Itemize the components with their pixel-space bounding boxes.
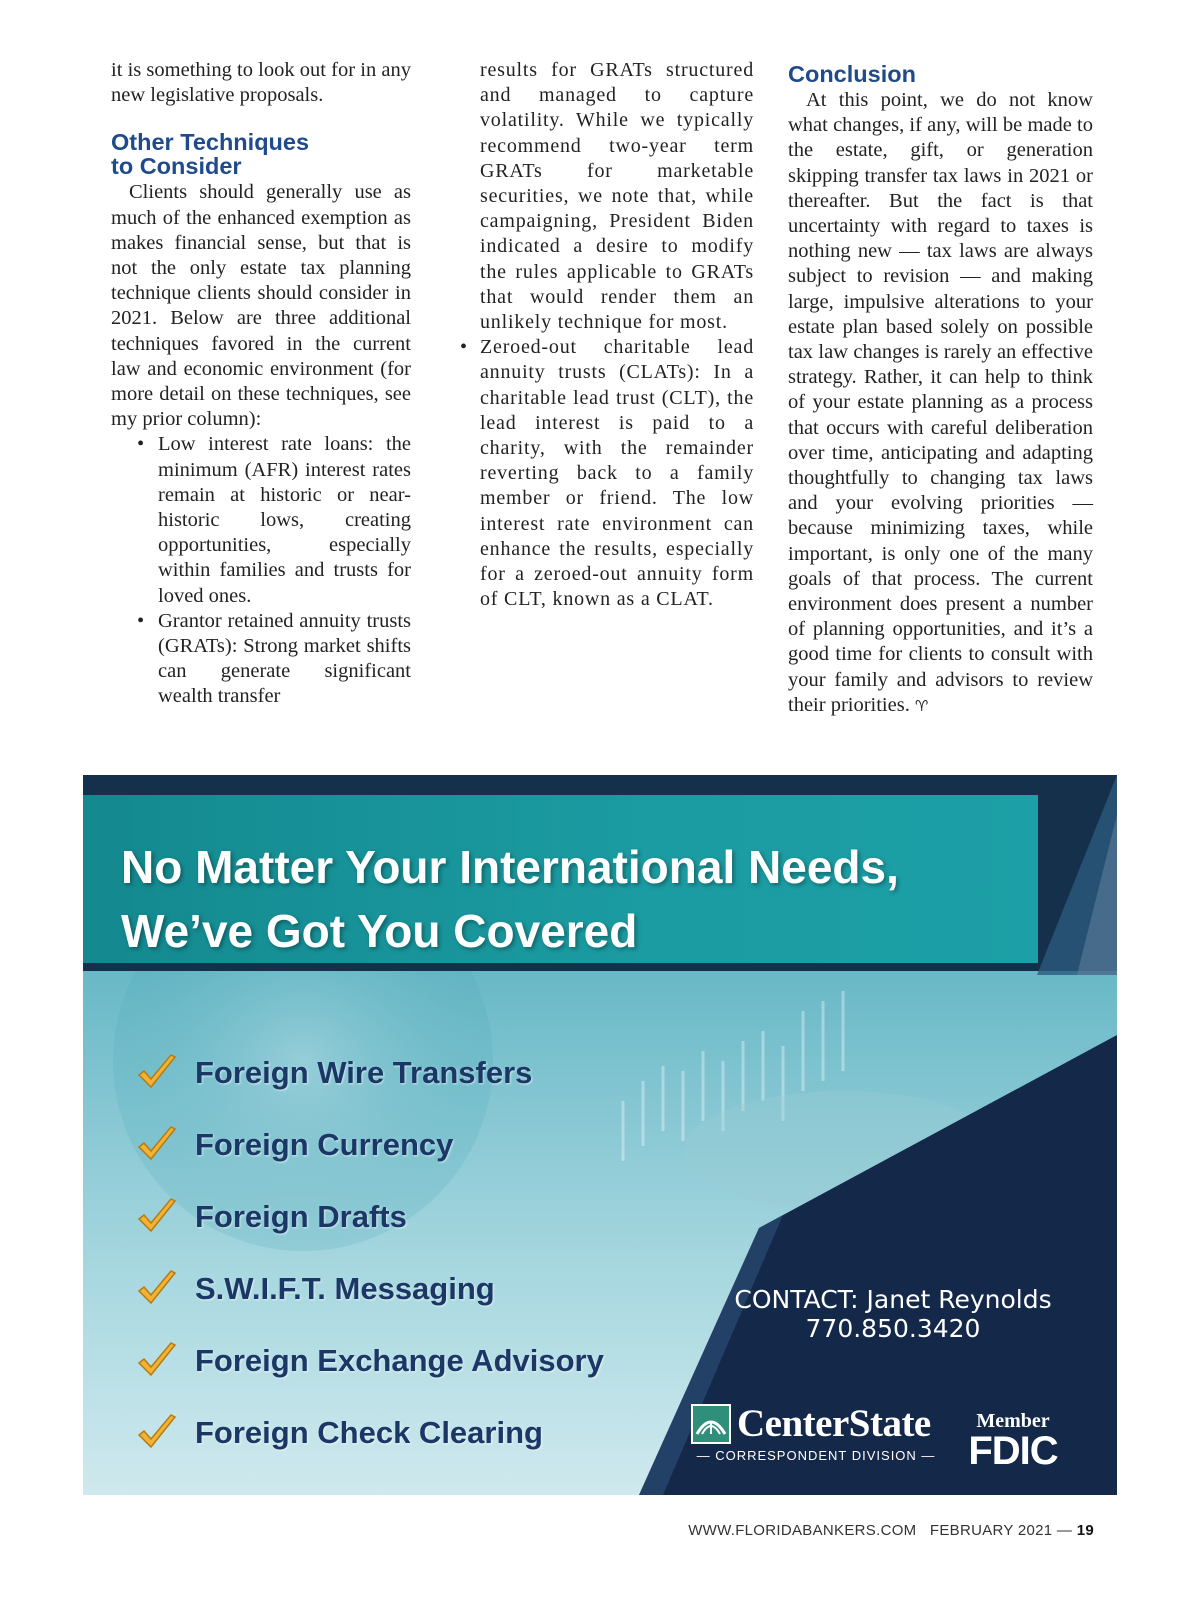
bullet-icon: • [460, 336, 468, 359]
ad-headline: No Matter Your International Needs, We’ve Got You Covered [121, 841, 899, 957]
list-item: • Grantor retained annuity trusts (GRATs): Strong market shifts can generate significant wealth transfer [137, 609, 411, 708]
service-item: S.W.I.F.T. Messaging [135, 1253, 604, 1325]
advertisement-centerstate[interactable] [83, 775, 1117, 1495]
contact-phone[interactable]: 770.850.3420 [805, 1314, 981, 1343]
checkmark-icon [135, 1051, 179, 1095]
centerstate-logo-icon [691, 1404, 731, 1444]
heading-conclusion: Conclusion [788, 61, 916, 87]
page-footer [688, 1522, 1094, 1539]
bullet-icon: • [137, 433, 145, 456]
service-item: Foreign Check Clearing [135, 1397, 604, 1469]
service-item: Foreign Exchange Advisory [135, 1325, 604, 1397]
paragraph-techniques: Clients should generally use as much of the enhanced exemption as makes financial sense, but that is not the only estate tax planning technique clients should consider in 2021. Below are three additional techniques favored in the current law and economic environment (for more detail on these techniques, see my prior column): [111, 181, 411, 431]
bullet-list-continued [460, 58, 754, 612]
end-mark-icon: ♈ [914, 696, 929, 715]
bullet-list [111, 432, 411, 709]
paragraph-conclusion: At this point, we do not know what changes, if any, will be made to the estate, gift, or generation skipping transfer tax laws in 2021 or thereafter. But the fact is that uncertainty with regard to taxes is nothing new — tax laws are always subject to revision — and making large, impulsive alterations to your estate plan based solely on possible tax law changes is rarely an effective strategy. Rather, it can help to think of your estate planning as a process that occurs with careful deliberation over time, anticipating and adapting thoughtfully to changing tax laws and your evolving priorities — because minimizing taxes, while important, is only one of the many goals of that process. The current environment does present a number of planning opportunities, and it’s a good time for clients to consult with your family and advisors to review their priorities. ♈ [788, 89, 1093, 716]
footer-site[interactable]: WWW.FLORIDABANKERS.COM [688, 1522, 917, 1539]
member-fdic-badge: Member FDIC [968, 1410, 1058, 1473]
checkmark-icon [135, 1339, 179, 1383]
checkmark-icon [135, 1411, 179, 1455]
list-item: • Low interest rate loans: the minimum (AFR) interest rates remain at historic or near-historic lows, creating opportunities, especially within families and trusts for loved ones. [137, 433, 411, 607]
service-item: Foreign Currency [135, 1109, 604, 1181]
footer-separator: — [1056, 1522, 1073, 1539]
heading-other-techniques: Other Techniques to Consider [111, 129, 310, 180]
paragraph-intro: it is something to look out for in any new legislative proposals. [111, 59, 411, 107]
checkmark-icon [135, 1123, 179, 1167]
page-number: 19 [1076, 1522, 1094, 1539]
footer-date: FEBRUARY 2021 [929, 1522, 1053, 1539]
checkmark-icon [135, 1267, 179, 1311]
service-item: Foreign Wire Transfers [135, 1037, 604, 1109]
contact-name: CONTACT: Janet Reynolds [734, 1285, 1052, 1314]
list-item-continuation: results for GRATs structured and managed to capture volatility. While we typically recommend two-year term GRATs for marketable securities, we note that, while campaigning, President Biden indicated a desire to modify the rules applicable to GRATs that would render them an unlikely technique for most. [480, 59, 754, 334]
bullet-icon: • [137, 609, 145, 632]
centerstate-logo: CenterState — CORRESPONDENT DIVISION — [691, 1401, 941, 1463]
article-column-1 [111, 58, 411, 710]
service-list [135, 1037, 604, 1469]
list-item: • Zeroed-out charitable lead annuity trusts (CLATs): In a charitable lead trust (CLT), the lead interest is paid to a charity, with the remainder reverting back to a family member or friend. The low interest rate environment can enhance the results, especially for a zeroed-out annuity form of CLT, known as a CLAT. [460, 336, 754, 611]
checkmark-icon [135, 1195, 179, 1239]
service-item: Foreign Drafts [135, 1181, 604, 1253]
article-column-3 [788, 58, 1093, 719]
article-column-2 [460, 58, 754, 612]
ad-contact [723, 1285, 1063, 1343]
